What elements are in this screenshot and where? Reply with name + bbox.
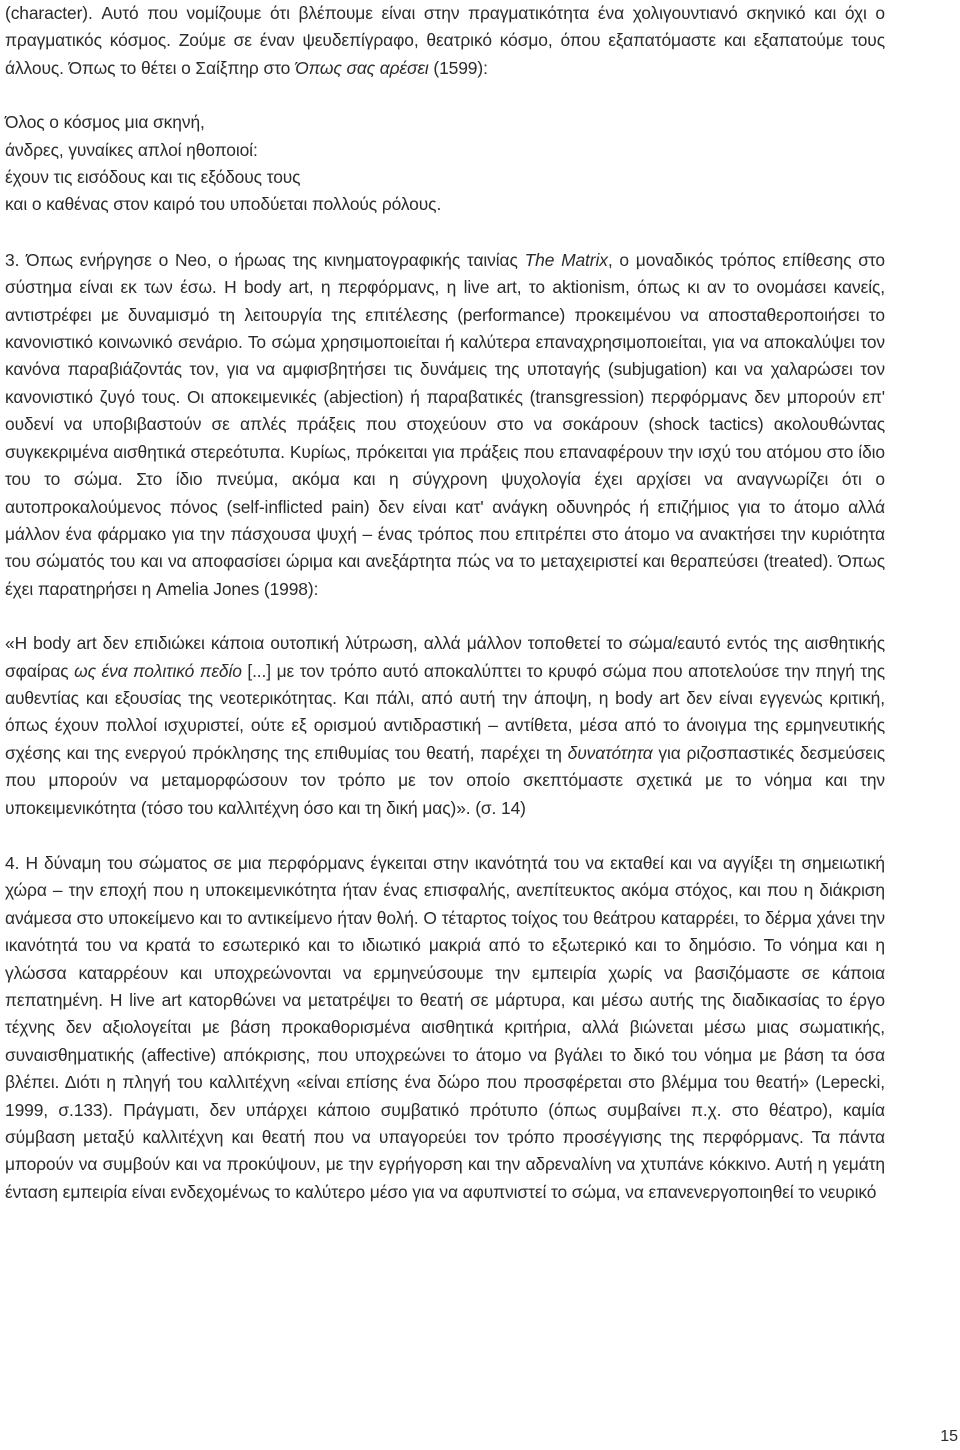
quote-text-end: για ριζοσπαστικές δεσμεύσεις που μπορούν να μεταμορφώσουν τον τρόπο με τον οποίο σκεπτόμαστε σχετικά με το νόημα και την υποκειμενικότητα (τόσο του καλλιτέχνη όσο και τη δική μας)». (σ. 14)	[5, 742, 885, 818]
intro-paragraph	[5, 0, 885, 82]
document-page	[5, 0, 885, 1206]
block-quote	[5, 630, 885, 822]
section-4-paragraph	[5, 850, 885, 1206]
verse-line: άνδρες, γυναίκες απλοί ηθοποιοί:	[5, 139, 258, 160]
verse-line: και ο καθένας στον καιρό του υποδύεται πολλούς ρόλους.	[5, 194, 442, 215]
quote-text: «Η body art δεν επιδιώκει κάποια ουτοπική λύτρωση, αλλά μάλλον τοποθετεί το σώμα/εαυτό εντός της αισθητικής σφαίρας	[5, 633, 885, 681]
quote-emphasis: δυνατότητα	[567, 742, 653, 763]
play-title: Όπως σας αρέσει	[294, 57, 429, 78]
section-3-text-body: , ο μοναδικός τρόπος επίθεσης στο σύστημα είναι εκ των έσω. Η body art, η περφόρμανς, η live art, το aktionism, όπως κι αν το ονομάσει κανείς, αντιστρέφει με δυναμισμό τη λειτουργία της επιτέλεσης (performance) προκειμένου να αποσταθεροποιήσει το κανονιστικό κοινωνικό σενάριο. Το σώμα χρησιμοποιείται ή καλύτερα επαναχρησιμοποιείται, για να αποκαλύψει τον κανόνα παραβιάζοντάς τον, για να αμφισβητήσει τις δυνάμεις της υποταγής (subjugation) και να χαλαρώσει τον κανονιστικό ζυγό τους. Οι αποκειμενικές (abjection) ή παραβατικές (transgression) περφόρμανς δεν μπορούν επ' ουδενί να υποβιβαστούν σε απλές πράξεις που στοχεύουν στο να σοκάρουν (shock tactics) ακολουθώντας συγκεκριμένα αισθητικά στερεότυπα. Κυρίως, πρόκειται για πράξεις που επαναφέρουν την ισχύ του ατόμου στο ίδιο του το σώμα. Στο ίδιο πνεύμα, ακόμα και η σύγχρονη ψυχολογία έχει αρχίσει να αναγνωρίζει ότι ο αυτοπροκαλούμενος πόνος (self-inflicted pain) δεν είναι κατ' ανάγκη οδυνηρός ή επιζήμιος για το άτομο αλλά μάλλον ένα φάρμακο για την πάσχουσα ψυχή – ένας τρόπος που επιτρέπει στο άτομο να ανακτήσει την κυριότητα του σώματός του και να αποφασίσει ώριμα και ανεξάρτητα πώς να το μεταχειριστεί και θεραπεύσει (treated). Όπως έχει παρατηρήσει η Amelia Jones (1998):	[5, 249, 885, 599]
intro-text-end: (1599):	[428, 57, 488, 78]
verse-line: Όλος ο κόσμος μια σκηνή,	[5, 112, 205, 133]
quote-text-middle: [...] με τον τρόπο αυτό αποκαλύπτει το κρυφό σώμα που αποτελούσε την πηγή της αυθεντίας και εξουσίας της νεοτερικότητας. Και πάλι, από αυτή την άποψη, η body art δεν είναι εγγενώς κριτική, όπως έχουν πολλοί ισχυριστεί, ούτε εξ ορισμού αντιδραστική – αντίθετα, μέσα από το άνοιγμα της ερμηνευτικής σχέσης και της ενεργού πρόκλησης της επιθυμίας του θεατή, παρέχει τη	[5, 660, 885, 763]
verse-line: έχουν τις εισόδους και τις εξόδους τους	[5, 167, 301, 188]
film-title: The Matrix	[524, 249, 608, 270]
intro-text: (character). Αυτό που νομίζουμε ότι βλέπουμε είναι στην πραγματικότητα ένα χολιγουντιανό σκηνικό και όχι ο πραγματικός κόσμος. Ζούμε σε έναν ψευδεπίγραφο, θεατρικό κόσμο, όπου εξαπατόμαστε και εξαπατούμε τους άλλους. Όπως το θέτει ο Σαίξπηρ στο	[5, 3, 885, 78]
section-3-paragraph	[5, 247, 885, 603]
section-3-text: 3. Όπως ενήργησε ο Neo, ο ήρωας της κινηματογραφικής ταινίας	[5, 249, 525, 270]
page-number: 15	[940, 1428, 958, 1445]
verse-quote	[5, 109, 885, 219]
section-4-text: 4. Η δύναμη του σώματος σε μια περφόρμανς έγκειται στην ικανότητά του να εκταθεί και να αγγίξει τη σημειωτική χώρα – την εποχή που η υποκειμενικότητα ήταν ένας επισφαλής, ανεπίτευκτος ακόμα στόχος, και που η διάκριση ανάμεσα στο υποκείμενο και το αντικείμενο ήταν θολή. Ο τέταρτος τοίχος του θεάτρου καταρρέει, το δέρμα χάνει την ικανότητά του να κρατά το εσωτερικό και το ιδιωτικό μακριά από το εξωτερικό και το δημόσιο. Το νόημα και η γλώσσα καταρρέουν και υποχρεώνονται να ερμηνεύσουμε την εμπειρία χωρίς να βασιζόμαστε σε κάποια πεπατημένη. Η live art κατορθώνει να μετατρέψει το θεατή σε μάρτυρα, και μέσω αυτής της διαδικασίας το έργο τέχνης δεν αξιολογείται με βάση προκαθορισμένα αισθητικά κριτήρια, αλλά βιώνεται μέσω μιας σωματικής, συναισθηματικής (affective) απόκρισης, που υποχρεώνει το άτομο να βγάλει το δικό του νόημα με βάση τα όσα βλέπει. Διότι η πληγή του καλλιτέχνη «είναι επίσης ένα δώρο που προσφέρεται στο βλέμμα του θεατή» (Lepecki, 1999, σ.133). Πράγματι, δεν υπάρχει κάποιο συμβατικό πρότυπο (όπως συμβαίνει π.χ. στο θέατρο), καμία σύμβαση μεταξύ καλλιτέχνη και θεατή που να υπαγορεύει τον τρόπο προσέγγισης της περφόρμανς. Τα πάντα μπορούν να συμβούν και να προκύψουν, με την εγρήγορση και την αδρεναλίνη να χτυπάνε κόκκινο. Αυτή η γεμάτη ένταση εμπειρία είναι ενδεχομένως το καλύτερο μέσο για να αφυπνιστεί το σώμα, να επανενεργοποιηθεί το νευρικό	[5, 852, 885, 1202]
quote-emphasis: ως ένα πολιτικό πεδίο	[74, 660, 242, 681]
